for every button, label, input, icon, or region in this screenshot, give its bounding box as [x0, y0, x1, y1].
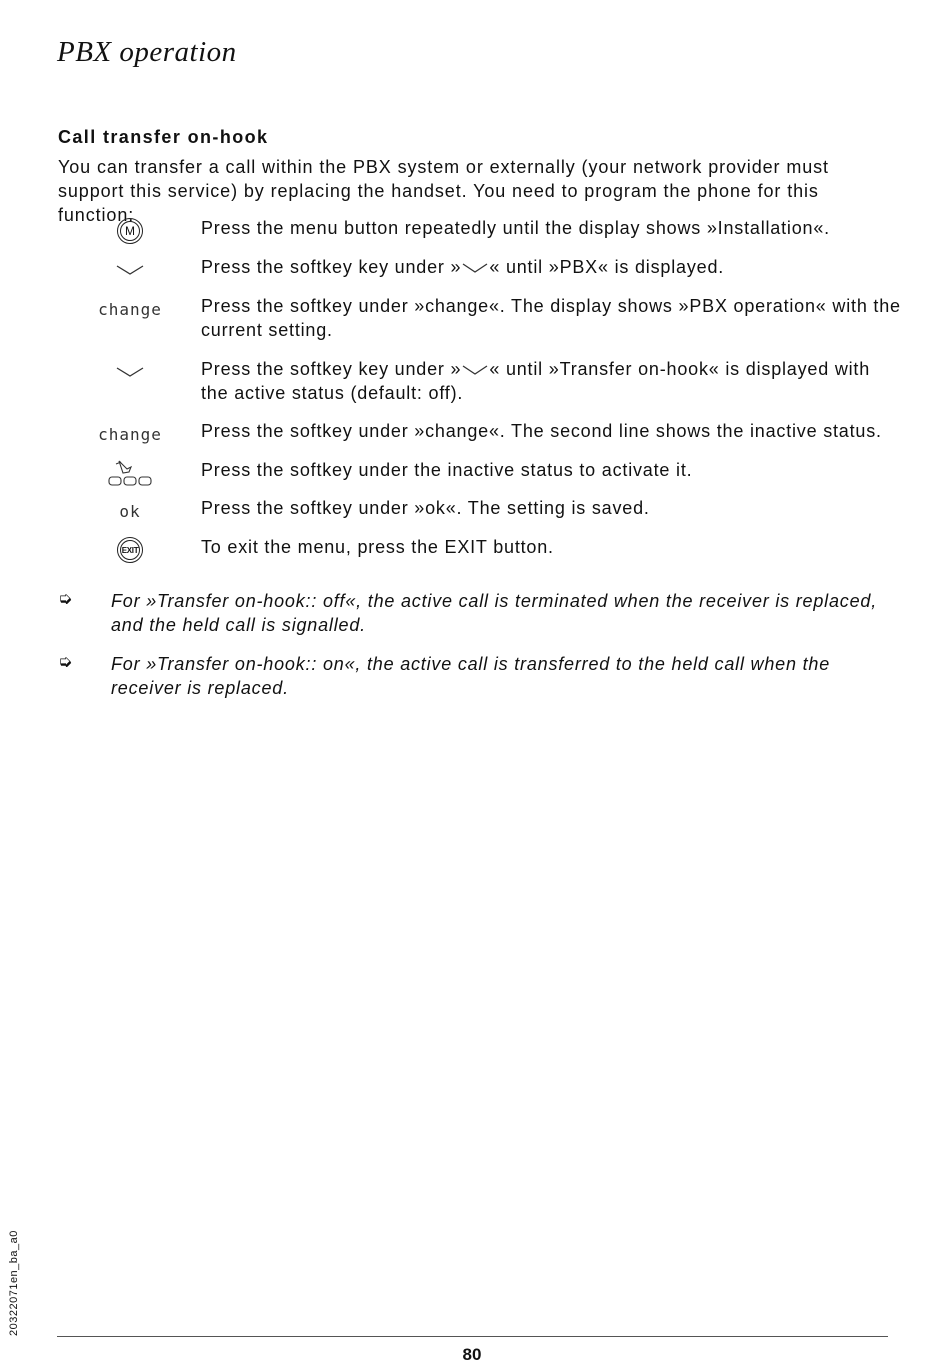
down-arrow-icon — [461, 364, 489, 376]
exit-button-icon: EXIT — [60, 535, 200, 565]
step-text: Press the softkey under »change«. The display shows »PBX operation« with the current setting. — [201, 296, 901, 340]
footer-divider — [57, 1336, 888, 1337]
step-text: Press the softkey key under » « until »PBX« is displayed. — [201, 257, 725, 277]
section-heading: Call transfer on-hook — [58, 127, 269, 147]
step-text: Press the softkey key under » « until »Transfer on-hook« is displayed with the active status (default: off). — [201, 359, 871, 403]
step-text: Press the softkey under »ok«. The setting is saved. — [201, 498, 650, 518]
step-text: Press the softkey under »change«. The second line shows the inactive status. — [201, 421, 882, 441]
change-softkey-label: change — [98, 424, 162, 444]
note-text: For »Transfer on-hook:: on«, the active call is transferred to the held call when the receiver is replaced. — [111, 654, 831, 698]
step-text: To exit the menu, press the EXIT button. — [201, 537, 554, 557]
step-text: Press the softkey under the inactive status to activate it. — [201, 460, 693, 480]
arrow-right-icon: ➭ — [58, 589, 73, 608]
change-softkey-label: change — [98, 299, 162, 319]
arrow-right-icon: ➭ — [58, 652, 73, 671]
page-title: PBX operation — [57, 36, 237, 68]
step-text: Press the menu button repeatedly until the display shows »Installation«. — [201, 218, 830, 238]
menu-button-icon: M — [60, 216, 200, 246]
down-arrow-softkey-icon — [60, 357, 200, 387]
ok-softkey-label: ok — [119, 501, 141, 521]
softkey-press-icon — [60, 458, 200, 488]
down-arrow-softkey-icon — [60, 255, 200, 285]
document-code: 20322071en_ba_a0 — [8, 1230, 20, 1336]
intro-paragraph: You can transfer a call within the PBX system or externally (your network provider must support this service) by replacing the handset. You need to program the phone for this function: — [58, 157, 829, 225]
note-text: For »Transfer on-hook:: off«, the active call is terminated when the receiver is replaced, and the held call is signalled. — [111, 591, 877, 635]
down-arrow-icon — [461, 262, 489, 274]
page-number: 80 — [462, 1345, 482, 1364]
